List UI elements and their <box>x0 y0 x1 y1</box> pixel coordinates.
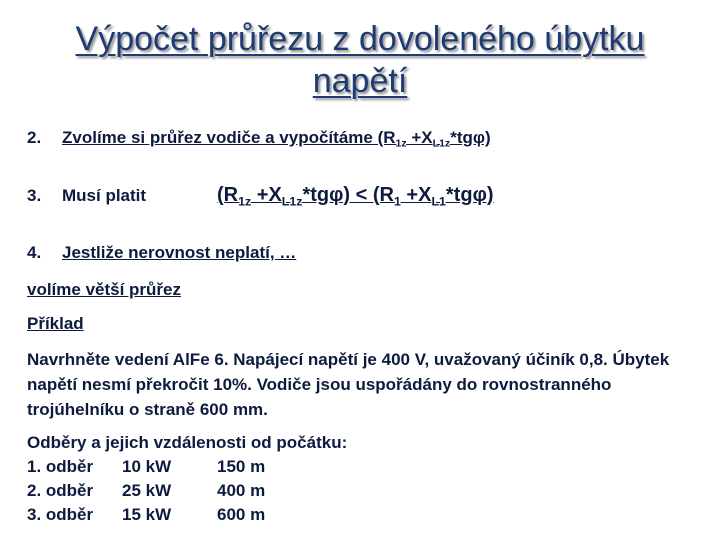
step-2-sub-r: 1z <box>395 137 407 150</box>
choose-larger-text: volíme větší průřez <box>27 280 182 299</box>
step-2-text: Zvolíme si průřez vodiče a vypočítáme (R <box>62 128 396 147</box>
formula-sub-3: 1 <box>393 194 401 209</box>
title-line-1: Výpočet průřezu z dovoleného úbytku <box>75 20 645 58</box>
load-name: 1. odběr <box>27 457 94 476</box>
title-line-2: napětí <box>312 62 408 100</box>
load-name: 3. odběr <box>27 505 94 524</box>
load-name: 2. odběr <box>27 481 94 500</box>
formula-part-2: +X <box>251 184 282 206</box>
formula-part-1: (R <box>217 184 239 206</box>
formula-part-5: *tgφ) <box>445 184 494 206</box>
inequality-formula <box>217 184 494 209</box>
load-power: 25 kW <box>122 481 172 500</box>
load-row <box>27 503 697 527</box>
step-4 <box>27 243 296 263</box>
load-row <box>27 455 697 479</box>
step-3 <box>27 184 494 207</box>
loads-section <box>27 430 697 527</box>
load-distance: 600 m <box>217 505 266 524</box>
step-2-end: *tgφ) <box>450 128 491 147</box>
page-title <box>0 18 720 102</box>
formula-part-3: *tgφ) < (R <box>302 184 394 206</box>
load-power: 10 kW <box>122 457 172 476</box>
load-distance: 400 m <box>217 481 266 500</box>
load-power: 15 kW <box>122 505 172 524</box>
formula-sub-4: L1 <box>431 194 446 209</box>
loads-heading: Odběry a jejich vzdálenosti od počátku: <box>27 433 348 452</box>
step-2 <box>27 128 491 148</box>
load-distance: 150 m <box>217 457 266 476</box>
example-text: Navrhněte vedení AlFe 6. Napájecí napětí je 400 V, uvažovaný účiník 0,8. Úbytek napětí nesmí překročit 10%. Vodiče jsou uspořádány do rovnostranného trojúhelníku o straně 600 mm. <box>27 350 670 419</box>
step-2-plus-x: +X <box>406 128 433 147</box>
step-2-number: 2. <box>27 128 42 147</box>
formula-sub-2: L1z <box>281 194 303 209</box>
formula-part-4: +X <box>400 184 432 206</box>
step-3-number: 3. <box>27 186 42 205</box>
step-4-number: 4. <box>27 243 42 262</box>
formula-sub-1: 1z <box>238 194 252 209</box>
step-4-text: Jestliže nerovnost neplatí, … <box>62 243 297 262</box>
example-label: Příklad <box>27 314 84 333</box>
step-2-sub-x: L1z <box>432 137 451 150</box>
step-3-text: Musí platit <box>62 186 147 205</box>
load-row <box>27 479 697 503</box>
